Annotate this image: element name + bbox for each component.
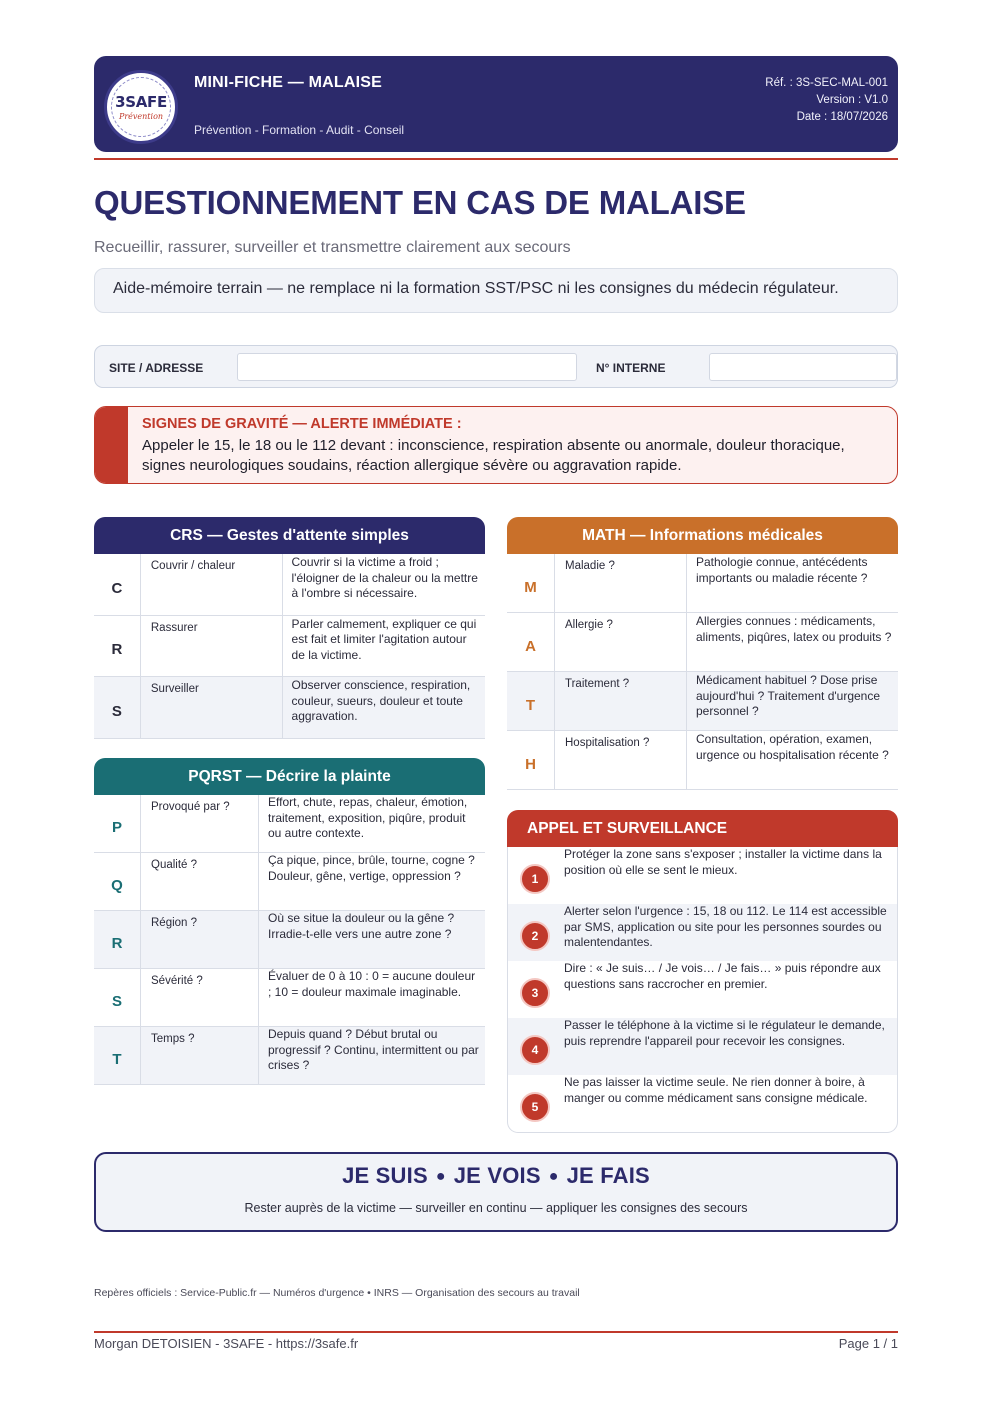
- pqrst-row-s: [94, 969, 485, 1027]
- call-procedure-panel: [507, 810, 898, 1133]
- document-version: Version : V1.0: [816, 94, 888, 106]
- pqrst-letter: R: [94, 911, 141, 968]
- math-question: Allergie ?: [555, 613, 687, 671]
- math-answer: Allergies connues : médicaments, aliments, piqûres, latex ou produits ?: [696, 614, 892, 644]
- math-row-m: [507, 554, 898, 613]
- site-address-field[interactable]: [237, 353, 577, 381]
- disclaimer-text: Aide-mémoire terrain — ne remplace ni la formation SST/PSC ni les consignes du médecin régulateur.: [113, 280, 839, 297]
- site-form: [94, 345, 898, 388]
- pqrst-letter: S: [94, 969, 141, 1026]
- step-text: Passer le téléphone à la victime si le régulateur le demande, puis reprendre l'appareil pour recevoir les consignes.: [564, 1018, 885, 1048]
- step-text: Ne pas laisser la victime seule. Ne rien donner à boire, à manger ou comme médicament sans consigne médicale.: [564, 1075, 868, 1105]
- math-row-h: [507, 731, 898, 790]
- slogan-subtitle: Rester auprès de la victime — surveiller en continu — appliquer les consignes des secours: [244, 1201, 748, 1215]
- math-answer: Consultation, opération, examen, urgence ou hospitalisation récente ?: [696, 732, 889, 762]
- slogan-part-3: JE FAIS: [566, 1163, 650, 1188]
- pqrst-row-r: [94, 911, 485, 969]
- call-step: [508, 961, 897, 1018]
- math-letter: A: [507, 613, 555, 671]
- pqrst-question: Temps ?: [141, 1027, 259, 1084]
- crs-question: Surveiller: [141, 677, 283, 738]
- crs-letter: S: [94, 677, 141, 738]
- bullet-icon: ●: [435, 1168, 446, 1185]
- slogan-part-1: JE SUIS: [342, 1163, 428, 1188]
- step-text: Protéger la zone sans s'exposer ; installer la victime dans la position où elle se sent le mieux.: [564, 847, 882, 877]
- company-services: Prévention - Formation - Audit - Conseil: [194, 123, 405, 137]
- math-table-title: MATH — Informations médicales: [507, 517, 898, 554]
- slogan-box: [94, 1152, 898, 1232]
- pqrst-letter: Q: [94, 853, 141, 910]
- document-meta: [765, 75, 888, 126]
- bullet-icon: ●: [548, 1168, 559, 1185]
- crs-letter: R: [94, 616, 141, 677]
- math-table: [507, 517, 898, 790]
- pqrst-question: Sévérité ?: [141, 969, 259, 1026]
- crs-answer: Parler calmement, expliquer ce qui est fait et limiter l'agitation autour de la victime.: [291, 616, 477, 662]
- footer-divider: [94, 1331, 898, 1333]
- math-letter: M: [507, 554, 555, 612]
- crs-answer: Couvrir si la victime a froid ; l'éloigner de la chaleur ou la mettre à l'ombre si nécessaire.: [291, 555, 478, 600]
- header-divider: [94, 158, 898, 160]
- call-step: [508, 847, 897, 904]
- pqrst-answer: Depuis quand ? Début brutal ou progressif ? Continu, intermittent ou par crises ?: [268, 1027, 479, 1072]
- step-text: Dire : « Je suis… / Je vois… / Je fais… » puis répondre aux questions sans raccrocher en premier.: [564, 961, 881, 991]
- step-number-badge: 2: [520, 921, 550, 951]
- severity-alert: [94, 406, 898, 484]
- crs-row-c: [94, 554, 485, 616]
- math-question: Hospitalisation ?: [555, 731, 687, 789]
- alert-accent-bar: [95, 407, 128, 483]
- math-answer: Pathologie connue, antécédents importants ou maladie récente ?: [696, 555, 868, 585]
- company-logo: [104, 70, 178, 144]
- pqrst-letter: T: [94, 1027, 141, 1084]
- step-number-badge: 4: [520, 1035, 550, 1065]
- official-references: Repères officiels : Service-Public.fr — Numéros d'urgence • INRS — Organisation des secours au travail: [94, 1287, 580, 1299]
- pqrst-letter: P: [94, 795, 141, 852]
- step-number-badge: 5: [520, 1092, 550, 1122]
- sheet-type-title: MINI-FICHE — MALAISE: [194, 74, 382, 91]
- pqrst-answer: Effort, chute, repas, chaleur, émotion, traitement, exposition, piqûre, produit ou autre contexte.: [268, 795, 468, 840]
- crs-letter: C: [94, 554, 141, 615]
- alert-line-2: signes neurologiques soudains, réaction allergique sévère ou aggravation rapide.: [142, 456, 682, 474]
- logo-brand: 3SAFE: [115, 93, 167, 111]
- pqrst-answer: Ça pique, pince, brûle, tourne, cogne ? Douleur, gêne, vertige, oppression ?: [268, 853, 475, 883]
- pqrst-table: [94, 758, 485, 1085]
- pqrst-answer: Évaluer de 0 à 10 : 0 = aucune douleur ; 10 = douleur maximale imaginable.: [268, 969, 476, 999]
- pqrst-row-t: [94, 1027, 485, 1085]
- call-step: [508, 904, 897, 961]
- math-letter: H: [507, 731, 555, 789]
- math-row-t: [507, 672, 898, 731]
- step-text: Alerter selon l'urgence : 15, 18 ou 112. Le 114 est accessible par SMS, application ou site pour les personnes sourdes ou malentendantes.: [564, 904, 887, 949]
- header-band: [94, 56, 898, 152]
- crs-question: Rassurer: [141, 616, 283, 677]
- internal-number-field[interactable]: [709, 353, 897, 381]
- page-number: Page 1 / 1: [838, 1336, 898, 1351]
- pqrst-answer: Où se situe la douleur ou la gêne ? Irradie-t-elle vers une autre zone ?: [268, 911, 455, 941]
- call-procedure-title: APPEL ET SURVEILLANCE: [507, 810, 898, 847]
- slogan-headline: [96, 1163, 896, 1189]
- call-step: [508, 1018, 897, 1075]
- internal-number-label: N° INTERNE: [596, 361, 666, 375]
- math-question: Traitement ?: [555, 672, 687, 730]
- alert-title: SIGNES DE GRAVITÉ — ALERTE IMMÉDIATE :: [142, 416, 462, 432]
- crs-table-title: CRS — Gestes d'attente simples: [94, 517, 485, 554]
- logo-tagline: Prévention: [118, 112, 164, 121]
- alert-line-1: Appeler le 15, le 18 ou le 112 devant : inconscience, respiration absente ou anormale, douleur thoracique,: [142, 437, 845, 454]
- slogan-part-2: JE VOIS: [453, 1163, 541, 1188]
- math-answer: Médicament habituel ? Dose prise aujourd'hui ? Traitement d'urgence personnel ?: [696, 673, 881, 718]
- step-number-badge: 1: [520, 864, 550, 894]
- page-subtitle: Recueillir, rassurer, surveiller et transmettre clairement aux secours: [94, 239, 571, 256]
- math-question: Maladie ?: [555, 554, 687, 612]
- pqrst-table-title: PQRST — Décrire la plainte: [94, 758, 485, 795]
- call-step: [508, 1075, 897, 1132]
- pqrst-question: Région ?: [141, 911, 259, 968]
- crs-answer: Observer conscience, respiration, couleur, sueurs, douleur et toute aggravation.: [291, 678, 471, 723]
- crs-row-s: [94, 677, 485, 739]
- disclaimer-box: [94, 268, 898, 313]
- pqrst-row-q: [94, 853, 485, 911]
- math-letter: T: [507, 672, 555, 730]
- pqrst-question: Qualité ?: [141, 853, 259, 910]
- pqrst-question: Provoqué par ?: [141, 795, 259, 852]
- document-date: Date : 18/07/2026: [796, 111, 888, 123]
- math-row-a: [507, 613, 898, 672]
- page-title: QUESTIONNEMENT EN CAS DE MALAISE: [94, 184, 746, 221]
- crs-question: Couvrir / chaleur: [141, 554, 283, 615]
- step-number-badge: 3: [520, 978, 550, 1008]
- crs-row-r: [94, 616, 485, 678]
- footer-author: Morgan DETOISIEN - 3SAFE - https://3safe.fr: [94, 1336, 359, 1351]
- site-label: SITE / ADRESSE: [109, 361, 204, 375]
- crs-table: [94, 517, 485, 739]
- call-steps: [507, 847, 898, 1133]
- alert-body: [142, 436, 883, 475]
- document-ref: Réf. : 3S-SEC-MAL-001: [765, 77, 888, 89]
- pqrst-row-p: [94, 795, 485, 853]
